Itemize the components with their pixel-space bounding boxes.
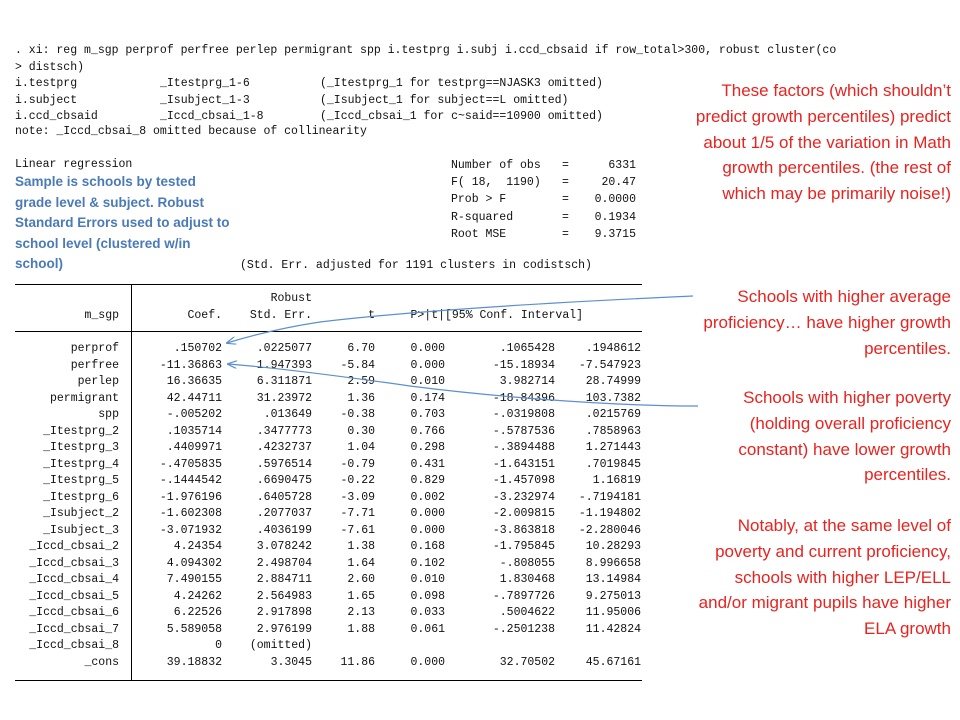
row-variable: _Itestprg_2 [43, 424, 119, 438]
table-cell: 103.7382 [585, 391, 641, 405]
table-row [15, 341, 642, 357]
table-row [15, 407, 642, 423]
annotation-lep: Notably, at the same level of poverty and current proficiency, schools with higher LEP/ELL and/or migrant pupils have higher ELA growth [698, 516, 951, 639]
table-cell: .7858963 [585, 424, 641, 438]
column-header: m_sgp [84, 309, 119, 322]
column-header: Std. Err. [249, 309, 312, 322]
table-row [15, 424, 642, 440]
model-stat-equals: = [562, 176, 569, 190]
table-row [15, 539, 642, 555]
model-stat-row [451, 158, 636, 174]
table-cell: 2.884711 [256, 573, 312, 586]
model-stat-row [451, 210, 636, 226]
row-variable: _Iccd_cbsai_6 [29, 606, 119, 619]
table-cell: 1.65 [347, 589, 375, 603]
table-top-rule [15, 284, 642, 285]
xi-description: (_Isubject_1 for subject==L omitted) [320, 93, 569, 107]
table-cell: 7.490155 [166, 573, 222, 586]
table-cell: 0.174 [410, 391, 445, 405]
table-cell: 0.431 [410, 457, 445, 471]
model-stat-label: Root MSE [451, 227, 507, 241]
table-cell: -1.194802 [578, 507, 641, 520]
table-cell: -3.232974 [492, 490, 555, 504]
table-header-rule [15, 331, 642, 332]
annotation-factors: These factors (which shouldn’t predict growth percentiles) predict about 1/5 of the variation in Math growth percentiles. (the rest of which may be primarily noise!) [695, 81, 951, 204]
table-cell: 0.010 [410, 573, 445, 586]
model-stat-equals: = [562, 210, 569, 224]
table-cell: 3.982714 [499, 375, 555, 388]
table-header-top-row [15, 291, 642, 307]
row-variable: _Iccd_cbsai_7 [29, 622, 119, 636]
table-cell: 9.275013 [585, 589, 641, 603]
table-row [15, 572, 642, 588]
table-cell: 1.04 [347, 441, 375, 454]
table-cell: 0.829 [410, 474, 445, 487]
table-cell: .5976514 [256, 457, 312, 471]
table-cell: 13.14984 [585, 573, 641, 586]
model-stat-value: 9.3715 [594, 227, 636, 241]
table-cell: 31.23972 [256, 391, 312, 405]
table-cell: 4.24354 [173, 540, 222, 553]
table-cell: 6.22526 [173, 606, 222, 619]
table-cell: -7.547923 [578, 358, 641, 372]
model-stat-label: F( 18, 1190) [451, 176, 541, 190]
table-cell: 42.44711 [166, 391, 222, 405]
xi-variable: i.testprg [15, 77, 78, 90]
row-variable: _Iccd_cbsai_3 [29, 556, 119, 570]
table-cell: -.1444542 [159, 474, 222, 487]
table-cell: .013649 [263, 408, 312, 421]
table-row [15, 655, 642, 671]
table-cell: 2.976199 [256, 622, 312, 636]
row-variable: spp [98, 408, 119, 421]
command-line-2: > distsch) [15, 60, 85, 74]
table-cell: 1.88 [347, 622, 375, 636]
table-cell: .4409971 [166, 441, 222, 454]
table-cell: -7.61 [340, 523, 375, 537]
table-cell: 11.42824 [585, 622, 641, 636]
row-variable: _Isubject_2 [43, 507, 119, 520]
header-robust: Robust [270, 292, 312, 305]
table-cell: .1035714 [166, 424, 222, 438]
table-cell: .6405728 [256, 490, 312, 504]
table-cell: 2.564983 [256, 589, 312, 603]
table-cell: .4036199 [256, 523, 312, 537]
table-cell: -2.280046 [578, 523, 641, 537]
model-stat-equals: = [562, 159, 569, 172]
model-stat-value: 6331 [608, 159, 636, 172]
table-cell: -.2501238 [492, 622, 555, 636]
table-cell: -7.71 [340, 507, 375, 520]
model-stat-label: Prob > F [451, 193, 507, 207]
table-cell: 0.002 [410, 490, 445, 504]
table-cell: -0.38 [340, 408, 375, 421]
table-row [15, 457, 642, 473]
table-cell: 0 [215, 639, 222, 652]
table-cell: 0.000 [410, 507, 445, 520]
table-cell: .0225077 [256, 342, 312, 355]
table-cell: 1.947393 [256, 358, 312, 372]
table-cell: 45.67161 [585, 655, 641, 669]
row-variable: _Itestprg_3 [43, 441, 119, 454]
table-cell: -1.643151 [492, 457, 555, 471]
table-row [15, 374, 642, 390]
row-variable: _cons [84, 655, 119, 669]
table-cell: 2.60 [347, 573, 375, 586]
stata-command [15, 43, 836, 76]
table-cell: -.7194181 [578, 490, 641, 504]
table-cell: -.0319808 [492, 408, 555, 421]
xi-stub: _Iccd_cbsai_1-8 [160, 110, 264, 123]
model-stat-equals: = [562, 193, 569, 207]
model-stat-row [451, 227, 636, 243]
column-header: t [368, 309, 375, 322]
column-header: [95% Conf. Interval] [445, 309, 584, 322]
table-row [15, 391, 642, 407]
table-row [15, 506, 642, 522]
table-cell: 8.996658 [585, 556, 641, 570]
table-cell: 39.18832 [166, 655, 222, 669]
table-cell: 0.102 [410, 556, 445, 570]
command-line-1: . xi: reg m_sgp perprof perfree perlep permigrant spp i.testprg i.subj i.ccd_cbsaid if row_total>300, robust cluster(co [15, 44, 837, 57]
model-stat-equals: = [562, 227, 569, 241]
column-header: P>|t| [410, 309, 445, 322]
table-cell: -.4705835 [159, 457, 222, 471]
table-cell: 16.36635 [166, 375, 222, 388]
table-cell: -5.84 [340, 358, 375, 372]
table-cell: 0.098 [410, 589, 445, 603]
row-variable: _Iccd_cbsai_5 [29, 589, 119, 603]
table-cell: 3.078242 [256, 540, 312, 553]
table-cell: 0.000 [410, 655, 445, 669]
table-cell: -.005202 [166, 408, 222, 421]
table-cell: 3.3045 [270, 655, 312, 669]
table-cell: .4232737 [256, 441, 312, 454]
table-cell: 0.033 [410, 606, 445, 619]
table-cell: 32.70502 [499, 655, 555, 669]
table-cell: 0.703 [410, 408, 445, 421]
row-variable: _Iccd_cbsai_2 [29, 540, 119, 553]
table-cell: 1.36 [347, 391, 375, 405]
table-cell: .150702 [173, 342, 222, 355]
row-variable: _Itestprg_4 [43, 457, 119, 471]
table-row [15, 589, 642, 605]
regression-title: Linear regression [15, 158, 133, 171]
table-cell: -0.79 [340, 457, 375, 471]
table-cell: .2077037 [256, 507, 312, 520]
table-cell: -1.795845 [492, 540, 555, 553]
table-row [15, 440, 642, 456]
table-row [15, 638, 642, 654]
table-cell: .1948612 [585, 342, 641, 355]
table-cell: -18.84396 [492, 391, 555, 405]
table-cell: 2.59 [347, 375, 375, 388]
table-cell: 1.830468 [499, 573, 555, 586]
annotation-proficiency: Schools with higher average proficiency… have higher growth percentiles. [703, 287, 951, 358]
sample-note: Sample is schools by tested grade level & subject. Robust Standard Errors used to adjust to school level (clustered w/in school) [15, 174, 230, 271]
table-cell: 0.766 [410, 424, 445, 438]
model-stat-row [451, 192, 636, 208]
row-variable: _Isubject_3 [43, 523, 119, 537]
table-cell: -.808055 [499, 556, 555, 570]
table-cell: -3.071932 [159, 523, 222, 537]
model-stat-label: R-squared [451, 210, 514, 224]
model-stat-row [451, 175, 636, 191]
collinearity-note: note: _Iccd_cbsai_8 omitted because of collinearity [15, 125, 367, 138]
table-cell: -2.009815 [492, 507, 555, 520]
table-cell: 0.000 [410, 342, 445, 355]
annotation-poverty: Schools with higher poverty (holding overall proficiency constant) have lower growth percentiles. [738, 388, 951, 485]
table-row [15, 473, 642, 489]
table-header-row [15, 308, 642, 324]
table-cell: 0.000 [410, 523, 445, 537]
table-row [15, 490, 642, 506]
xi-stub: _Isubject_1-3 [160, 93, 250, 107]
table-cell: -.3894488 [492, 441, 555, 454]
row-variable: _Itestprg_5 [43, 474, 119, 487]
row-variable: _Itestprg_6 [43, 490, 119, 504]
table-cell: 0.000 [410, 358, 445, 372]
table-cell: 10.28293 [585, 540, 641, 553]
table-row [15, 605, 642, 621]
table-cell: 5.589058 [166, 622, 222, 636]
row-variable: perlep [77, 375, 119, 388]
table-cell: 4.24262 [173, 589, 222, 603]
table-cell: 2.13 [347, 606, 375, 619]
model-stat-value: 0.1934 [594, 210, 636, 224]
table-cell: -3.09 [340, 490, 375, 504]
table-cell: .6690475 [256, 474, 312, 487]
table-cell: 1.16819 [592, 474, 641, 487]
table-cell: .1065428 [499, 342, 555, 355]
table-cell: -0.22 [340, 474, 375, 487]
table-cell: 0.298 [410, 441, 445, 454]
model-stat-value: 20.47 [601, 176, 636, 190]
table-cell: .3477773 [256, 424, 312, 438]
table-row [15, 622, 642, 638]
table-cell: -.5787536 [492, 424, 555, 438]
table-row [15, 523, 642, 539]
table-cell: -15.18934 [492, 358, 555, 372]
table-row [15, 358, 642, 374]
row-variable: _Iccd_cbsai_4 [29, 573, 119, 586]
table-cell: 6.70 [347, 342, 375, 355]
row-variable: perprof [70, 342, 119, 355]
row-variable: perfree [70, 358, 119, 372]
table-cell: -1.976196 [159, 490, 222, 504]
table-cell: -1.602308 [159, 507, 222, 520]
xi-variable: i.ccd_cbsaid [15, 110, 98, 123]
stderr-note: (Std. Err. adjusted for 1191 clusters in codistsch) [240, 259, 592, 272]
table-cell: 1.38 [347, 540, 375, 553]
table-cell: 28.74999 [585, 375, 641, 388]
row-variable: _Iccd_cbsai_8 [29, 639, 119, 652]
table-cell: 4.094302 [166, 556, 222, 570]
table-cell: 0.168 [410, 540, 445, 553]
table-cell: 1.64 [347, 556, 375, 570]
table-cell: 11.95006 [585, 606, 641, 619]
xi-variable: i.subject [15, 93, 78, 107]
table-cell: .7019845 [585, 457, 641, 471]
table-cell: 0.061 [410, 622, 445, 636]
table-cell: 0.010 [410, 375, 445, 388]
table-cell: (omitted) [249, 639, 312, 652]
table-cell: -1.457098 [492, 474, 555, 487]
column-header: Coef. [187, 309, 222, 322]
model-stat-label: Number of obs [451, 159, 541, 172]
table-cell: 6.311871 [256, 375, 312, 388]
table-cell: 2.917898 [256, 606, 312, 619]
table-cell: -3.863818 [492, 523, 555, 537]
xi-description: (_Iccd_cbsai_1 for c~said==10900 omitted) [320, 110, 603, 123]
table-row [15, 556, 642, 572]
model-stat-value: 0.0000 [594, 193, 636, 207]
table-bottom-rule [15, 680, 642, 681]
row-variable: permigrant [49, 391, 119, 405]
table-cell: .0215769 [585, 408, 641, 421]
table-cell: -.7897726 [492, 589, 555, 603]
table-cell: -11.36863 [159, 358, 222, 372]
xi-stub: _Itestprg_1-6 [160, 77, 250, 90]
table-cell: 1.271443 [585, 441, 641, 454]
table-cell: .5004622 [499, 606, 555, 619]
xi-description: (_Itestprg_1 for testprg==NJASK3 omitted) [320, 77, 603, 90]
table-cell: 0.30 [347, 424, 375, 438]
table-cell: 11.86 [340, 655, 375, 669]
table-cell: 2.498704 [256, 556, 312, 570]
